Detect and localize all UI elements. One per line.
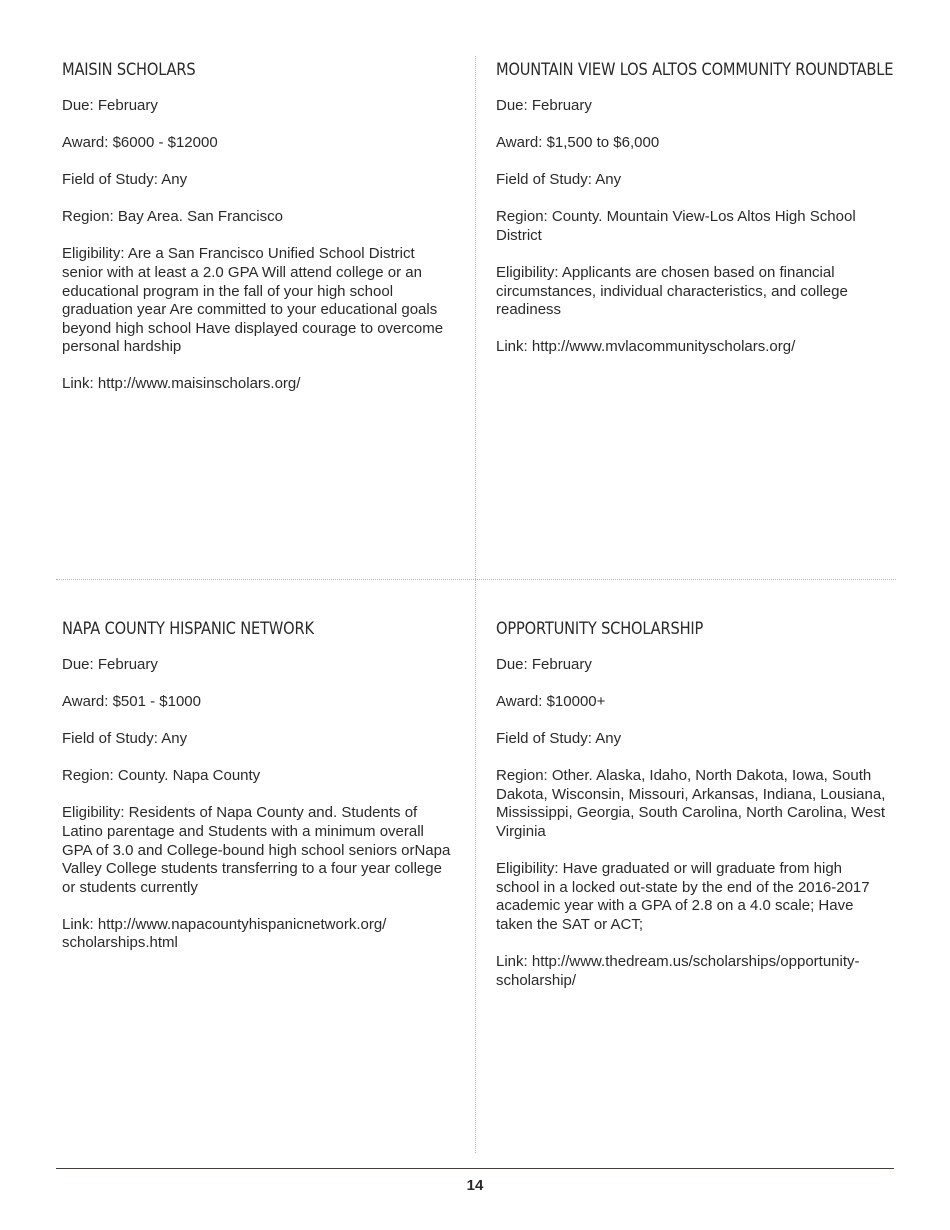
scholarship-card-opportunity bbox=[496, 617, 888, 1009]
scholarship-region: Region: Bay Area. San Francisco bbox=[62, 208, 283, 226]
scholarship-eligibility: Eligibility: Residents of Napa County and. Students of Latino parentage and Students with a minimum overall GPA of 3.0 and College-bound high school seniors orNapa Valley College students transferring to a four year college or students currently bbox=[62, 804, 451, 896]
scholarship-due: Due: February bbox=[62, 656, 158, 673]
scholarship-link: Link: http://www.mvlacommunityscholars.org/ bbox=[496, 338, 796, 356]
scholarship-title: MAISIN SCHOLARS bbox=[62, 60, 196, 80]
scholarship-eligibility: Eligibility: Are a San Francisco Unified School District senior with at least a 2.0 GPA Will attend college or an educational program in the fall of your high school graduation year Are committed to your educational goals beyond high school Have displayed courage to overcome personal hardship bbox=[62, 245, 444, 356]
footer-rule bbox=[56, 1168, 894, 1169]
scholarship-field: Field of Study: Any bbox=[62, 730, 188, 748]
scholarship-region: Region: County. Mountain View-Los Altos High School District bbox=[496, 208, 856, 244]
scholarship-award: Award: $6000 - $12000 bbox=[62, 134, 218, 152]
scholarship-card-mvla bbox=[496, 58, 894, 375]
scholarship-card-maisin bbox=[62, 58, 457, 413]
row-divider bbox=[56, 579, 896, 580]
scholarship-region: Region: County. Napa County bbox=[62, 767, 261, 785]
scholarship-eligibility: Eligibility: Have graduated or will graduate from high school in a locked out-state by the end of the 2016-2017 academic year with a GPA of 2.8 on a 4.0 scale; Have taken the SAT or ACT; bbox=[496, 860, 870, 933]
scholarship-due: Due: February bbox=[496, 656, 592, 673]
scholarship-field: Field of Study: Any bbox=[496, 171, 622, 189]
scholarship-due: Due: February bbox=[62, 97, 158, 114]
scholarship-region: Region: Other. Alaska, Idaho, North Dakota, Iowa, South Dakota, Wisconsin, Missouri, Arkansas, Indiana, Lousiana, Mississippi, Georgia, South Carolina, North Carolina, West Virginia bbox=[496, 767, 886, 841]
scholarship-eligibility: Eligibility: Applicants are chosen based on financial circumstances, individual characteristics, and college readiness bbox=[496, 263, 848, 319]
scholarship-award: Award: $10000+ bbox=[496, 693, 606, 711]
scholarship-title: NAPA COUNTY HISPANIC NETWORK bbox=[62, 619, 314, 639]
scholarship-field: Field of Study: Any bbox=[62, 171, 188, 189]
scholarship-award: Award: $501 - $1000 bbox=[62, 693, 201, 711]
page-number: 14 bbox=[466, 1177, 484, 1194]
scholarship-title: OPPORTUNITY SCHOLARSHIP bbox=[496, 619, 704, 639]
scholarship-due: Due: February bbox=[496, 97, 592, 114]
scholarship-card-napa bbox=[62, 617, 457, 972]
scholarship-link: Link: http://www.maisinscholars.org/ bbox=[62, 375, 301, 393]
scholarship-title: MOUNTAIN VIEW LOS ALTOS COMMUNITY ROUNDTABLE bbox=[496, 60, 894, 80]
column-divider bbox=[475, 56, 476, 1153]
scholarship-link: Link: http://www.napacountyhispanicnetwork.org/ scholarships.html bbox=[62, 915, 387, 952]
scholarship-link: Link: http://www.thedream.us/scholarships/opportunity-scholarship/ bbox=[496, 953, 860, 989]
scholarship-award: Award: $1,500 to $6,000 bbox=[496, 134, 660, 152]
scholarship-field: Field of Study: Any bbox=[496, 730, 622, 748]
